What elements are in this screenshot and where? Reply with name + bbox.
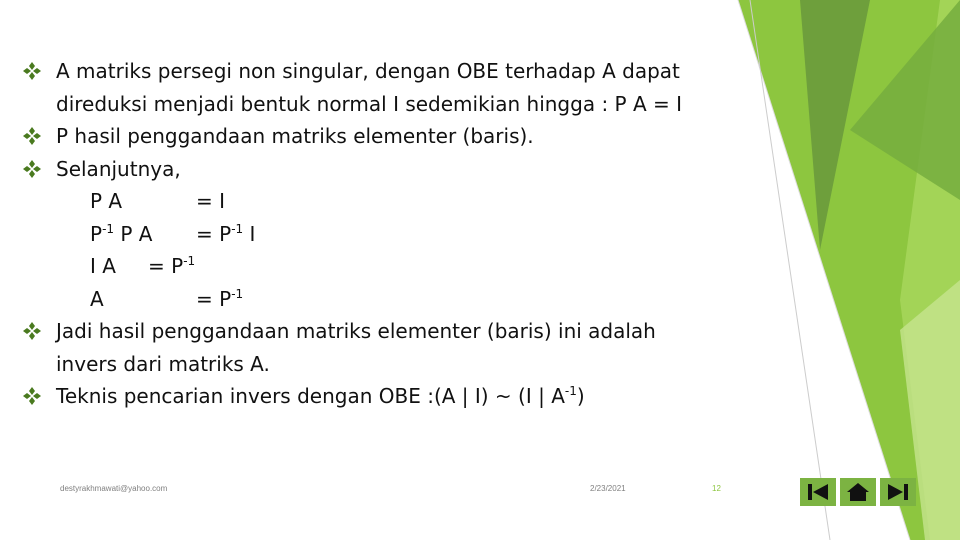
footer-email: destyrakhmawati@yahoo.com — [60, 484, 168, 493]
bullet-item — [22, 120, 762, 153]
slide-content — [22, 55, 762, 413]
bullet-diamond-icon — [23, 62, 41, 80]
equation-row — [22, 185, 762, 218]
bullet-item — [22, 315, 762, 380]
bullet-diamond-icon — [23, 160, 41, 178]
bullet-marker — [22, 315, 42, 347]
bullet-marker — [22, 380, 42, 412]
home-button[interactable] — [840, 478, 876, 506]
equation-row — [22, 283, 762, 316]
first-slide-icon — [806, 483, 830, 501]
last-slide-icon — [886, 483, 910, 501]
bullet-item — [22, 153, 762, 186]
first-slide-button[interactable] — [800, 478, 836, 506]
equation-row — [22, 218, 762, 251]
bullet-marker — [22, 153, 42, 185]
bullet-item — [22, 380, 762, 413]
equation-rhs: = $P^{-1}$ — [196, 286, 244, 311]
equation-row — [22, 250, 762, 283]
equation-rhs: = $P^{-1}$ — [148, 254, 196, 278]
bullet-marker — [22, 55, 42, 87]
bullet-line: Teknis pencarian invers dengan OBE :(A | I) ~ (I | $A^{-1}$) — [56, 384, 585, 408]
bullet-line: A matriks persegi non singular, dengan OBE terhadap A dapat — [56, 59, 680, 83]
footer-page-number: 12 — [712, 484, 721, 493]
bullet-line: Selanjutnya, — [56, 156, 181, 181]
footer-date: 2/23/2021 — [590, 484, 626, 493]
equation-lhs: $P^{-1}$ P A — [90, 221, 153, 246]
bullet-diamond-icon — [23, 322, 41, 340]
bullet-item — [22, 55, 762, 120]
bullet-line: Jadi hasil penggandaan matriks elementer (baris) ini adalah — [56, 319, 656, 343]
equation-lhs: A — [90, 286, 104, 311]
bullet-diamond-icon — [23, 387, 41, 405]
last-slide-button[interactable] — [880, 478, 916, 506]
bullet-diamond-icon — [23, 127, 41, 145]
equation-rhs: = $P^{-1}$ I — [196, 221, 256, 246]
bullet-line: direduksi menjadi bentuk normal I sedemikian hingga : P A = I — [56, 91, 683, 116]
equation-lhs: P A — [90, 189, 123, 213]
bullet-line: invers dari matriks A. — [56, 351, 270, 376]
equation-rhs: = I — [196, 189, 226, 213]
bullet-line: P hasil penggandaan matriks elementer (baris). — [56, 124, 534, 148]
equation-lhs: I A — [90, 254, 116, 278]
bullet-marker — [22, 120, 42, 152]
home-icon — [846, 482, 870, 502]
